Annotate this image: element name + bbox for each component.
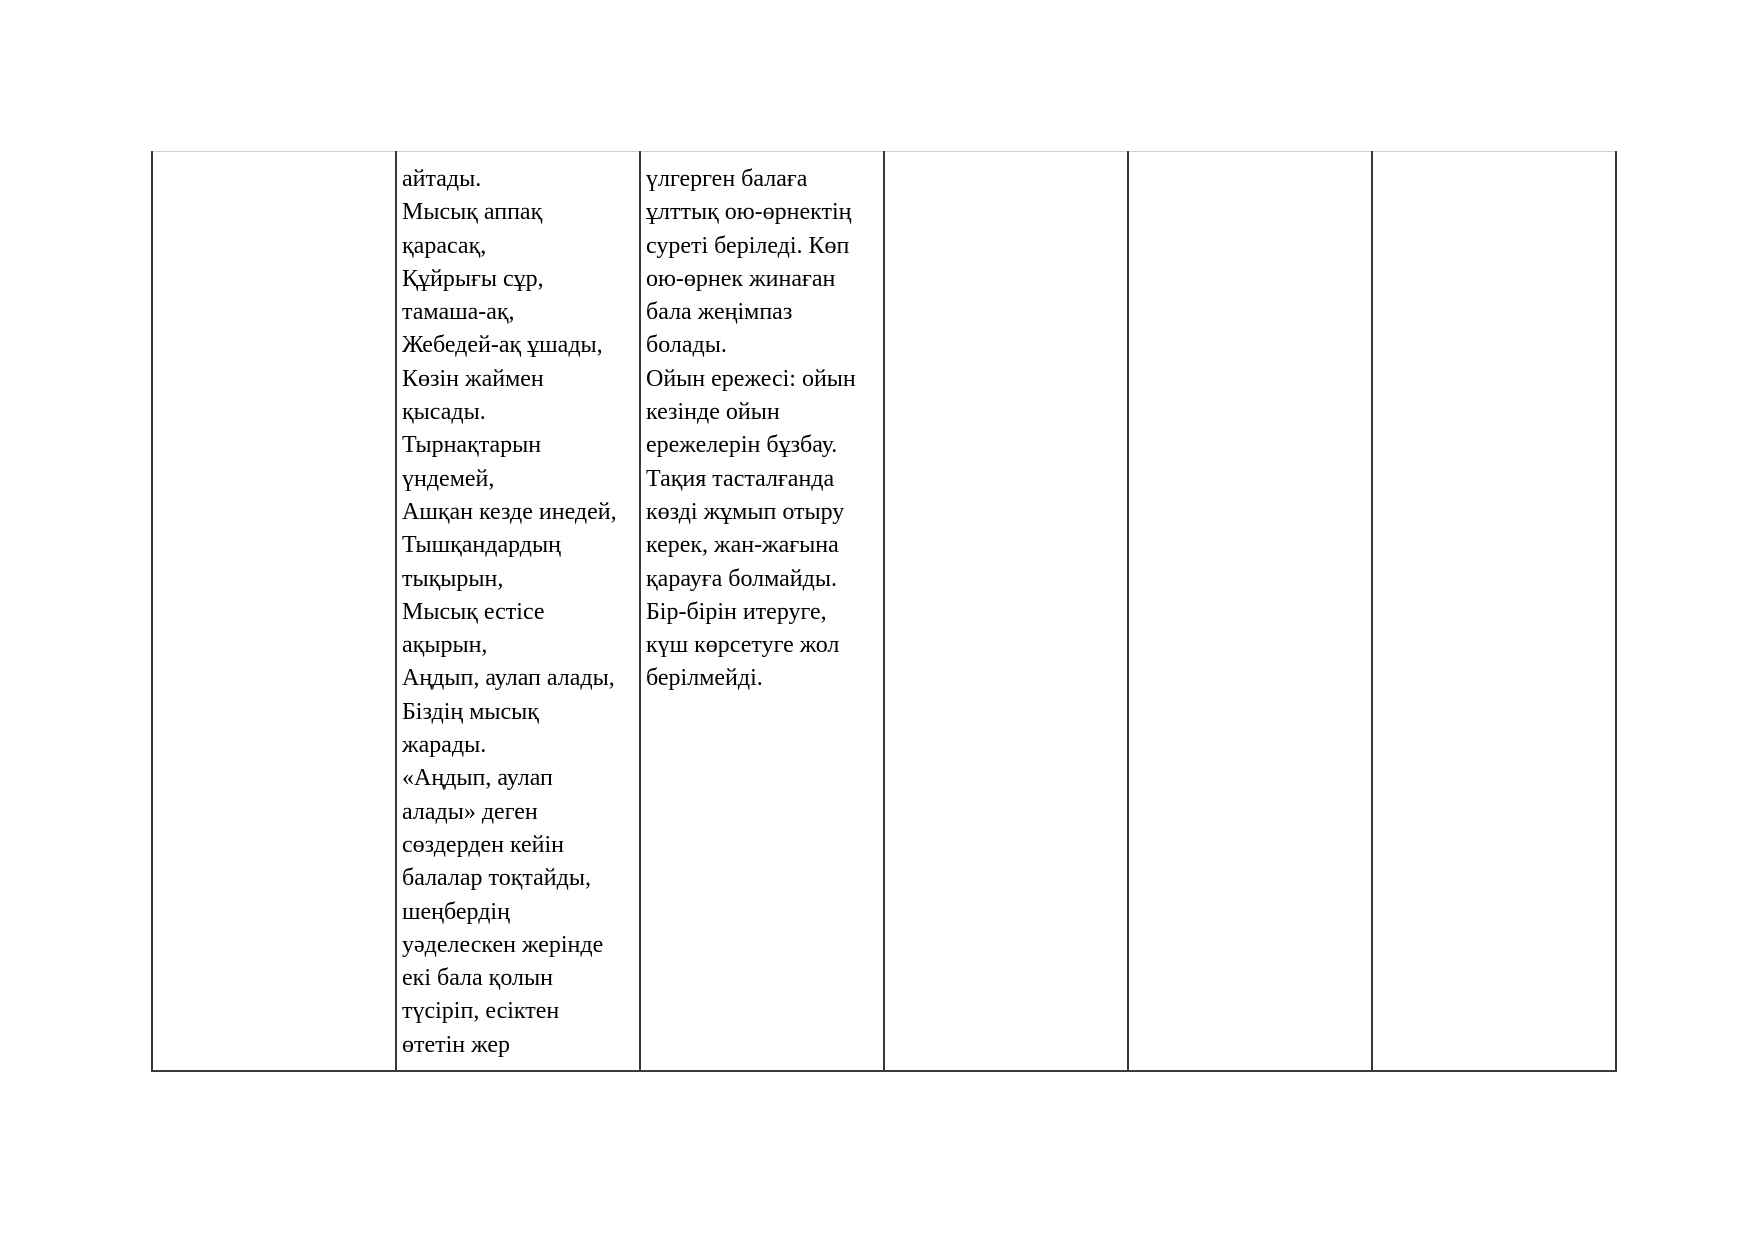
text-line: Көзін жаймен xyxy=(402,365,544,392)
table-cell-col4 xyxy=(884,152,1128,1072)
text-line: Ашқан кезде инедей, xyxy=(402,498,617,525)
text-line: үндемей, xyxy=(402,465,495,492)
text-line: қарауға болмайды. xyxy=(646,565,837,592)
text-line: түсіріп, есіктен xyxy=(402,998,560,1025)
text-line: кезінде ойын xyxy=(646,399,780,426)
text-line: керек, жан-жағына xyxy=(646,532,839,559)
text-line: алады» деген xyxy=(402,798,538,825)
table-cell-col3 xyxy=(640,152,884,1072)
table-cell-col1 xyxy=(152,152,396,1072)
text-line: жарады. xyxy=(402,732,487,759)
table-cell-col2 xyxy=(396,152,640,1072)
text-line: шеңбердің xyxy=(402,898,510,925)
text-line: Ойын ережесі: ойын xyxy=(646,365,856,392)
text-line: Біздің мысық xyxy=(402,698,539,725)
table-cell-col5 xyxy=(1128,152,1372,1072)
text-line: Тырнақтарын xyxy=(402,432,542,459)
text-line: ережелерін бұзбау. xyxy=(646,432,838,459)
table-cell-col6 xyxy=(1372,152,1616,1072)
text-line: Мысық аппақ xyxy=(402,199,543,226)
text-line: Мысық естісе xyxy=(402,598,545,625)
game-rules-text xyxy=(641,152,883,696)
text-line: берілмейді. xyxy=(646,665,763,692)
text-line: Бір-бірін итеруге, xyxy=(646,598,827,625)
text-line: тамаша-ақ, xyxy=(402,299,515,326)
lesson-plan-table xyxy=(151,151,1617,1072)
text-line: болады. xyxy=(646,332,727,359)
text-line: сөздерден кейін xyxy=(402,831,565,858)
text-line: Құйрығы сұр, xyxy=(402,265,544,292)
text-line: Аңдып, аулап алады, xyxy=(402,665,615,692)
text-line: айтады. xyxy=(402,166,482,192)
text-line: балалар тоқтайды, xyxy=(402,865,591,892)
text-line: Жебедей-ақ ұшады, xyxy=(402,332,603,359)
text-line: ұлттық ою-өрнектің xyxy=(646,199,852,226)
text-line: өтетін жер xyxy=(402,1031,511,1058)
text-line: үлгерген балаға xyxy=(646,166,808,192)
text-line: ою-өрнек жинаған xyxy=(646,265,836,292)
text-line: «Аңдып, аулап xyxy=(402,765,553,792)
text-line: қарасақ, xyxy=(402,232,487,259)
game-verse-text xyxy=(397,152,639,1062)
text-line: тықырын, xyxy=(402,565,504,592)
text-line: екі бала қолын xyxy=(402,965,553,992)
text-line: Тышқандардың xyxy=(402,532,561,559)
text-line: ақырын, xyxy=(402,632,488,659)
text-line: уәделескен жерінде xyxy=(402,931,604,958)
text-line: Тақия тасталғанда xyxy=(646,465,835,492)
table-row xyxy=(152,152,1616,1072)
text-line: күш көрсетуге жол xyxy=(646,632,840,659)
text-line: суреті беріледі. Көп xyxy=(646,232,850,259)
text-line: бала жеңімпаз xyxy=(646,299,793,326)
text-line: көзді жұмып отыру xyxy=(646,498,845,525)
text-line: қысады. xyxy=(402,399,486,426)
